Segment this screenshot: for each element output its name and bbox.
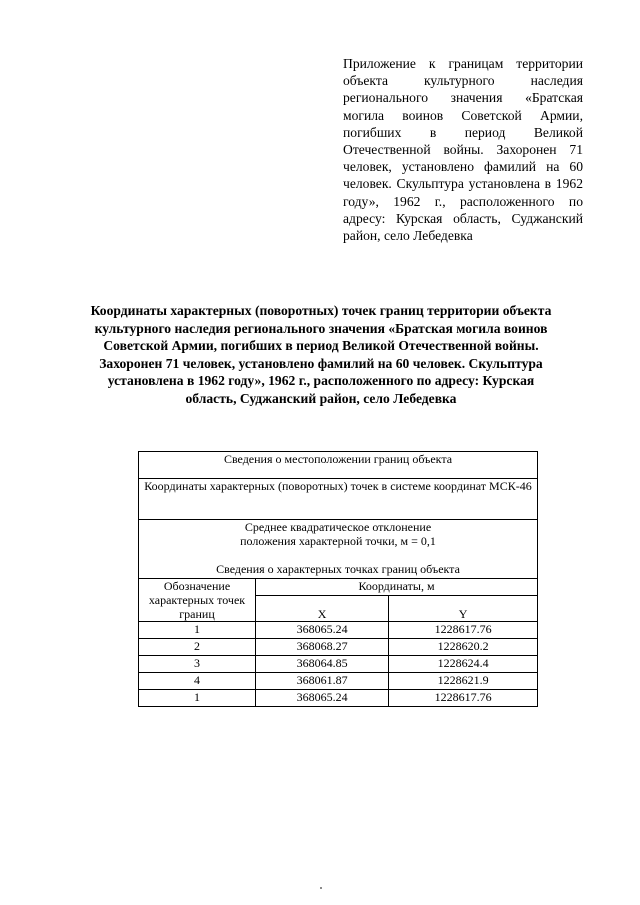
accuracy-line-1: Среднее квадратическое отклонение: [244, 520, 432, 534]
y-cell: 1228617.76: [389, 622, 538, 639]
point-id-cell: 4: [139, 673, 256, 690]
x-cell: 368065.24: [256, 690, 389, 707]
table-row: [139, 673, 538, 690]
x-cell: 368065.24: [256, 622, 389, 639]
coord-system-cell: Координаты характерных (поворотных) точек в системе координат МСК-46: [139, 479, 538, 520]
y-cell: 1228617.76: [389, 690, 538, 707]
table-row-coord-system: [139, 479, 538, 520]
y-cell: 1228621.9: [389, 673, 538, 690]
document-heading: Координаты характерных (поворотных) точек границ территории объекта культурного наследия регионального значения «Братская могила воинов Советской Армии, погибших в период Великой Отечественной войны. Захоронен 71 человек, установлено фамилий на 60 человек. Скульптура установлена в 1962 году», 1962 г., расположенного по адресу: Курская область, Суджанский район, село Лебедевка: [90, 303, 552, 406]
x-cell: 368068.27: [256, 639, 389, 656]
col-header-coordinates: Координаты, м: [256, 579, 538, 596]
col-header-y: Y: [389, 596, 538, 622]
location-title-cell: Сведения о местоположении границ объекта: [139, 452, 538, 479]
x-cell: 368064.85: [256, 656, 389, 673]
scan-speck: [320, 887, 322, 889]
table-row: [139, 639, 538, 656]
point-id-cell: 1: [139, 622, 256, 639]
table-row: [139, 656, 538, 673]
point-id-cell: 2: [139, 639, 256, 656]
point-id-cell: 3: [139, 656, 256, 673]
accuracy-cell: [139, 520, 538, 579]
coordinates-table: [138, 451, 538, 707]
table-header-row: [139, 579, 538, 596]
col-header-point-label: Обозначение характерных точек границ: [139, 579, 256, 622]
points-info-line: Сведения о характерных точках границ объекта: [216, 562, 460, 576]
col-header-x: X: [256, 596, 389, 622]
point-id-cell: 1: [139, 690, 256, 707]
table-row-accuracy: [139, 520, 538, 579]
appendix-note: Приложение к границам территории объекта культурного наследия регионального значения «Братская могила воинов Советской Армии, погибших в период Великой Отечественной войны. Захоронен 71 человек, установлено фамилий на 60 человек. Скульптура установлена в 1962 году», 1962 г., расположенного по адресу: Курская область, Суджанский район, село Лебедевка: [343, 56, 583, 244]
table-row: [139, 622, 538, 639]
table-row: [139, 690, 538, 707]
accuracy-line-2: положения характерной точки, м = 0,1: [240, 534, 436, 548]
y-cell: 1228620.2: [389, 639, 538, 656]
y-cell: 1228624.4: [389, 656, 538, 673]
table-row-location: [139, 452, 538, 479]
x-cell: 368061.87: [256, 673, 389, 690]
